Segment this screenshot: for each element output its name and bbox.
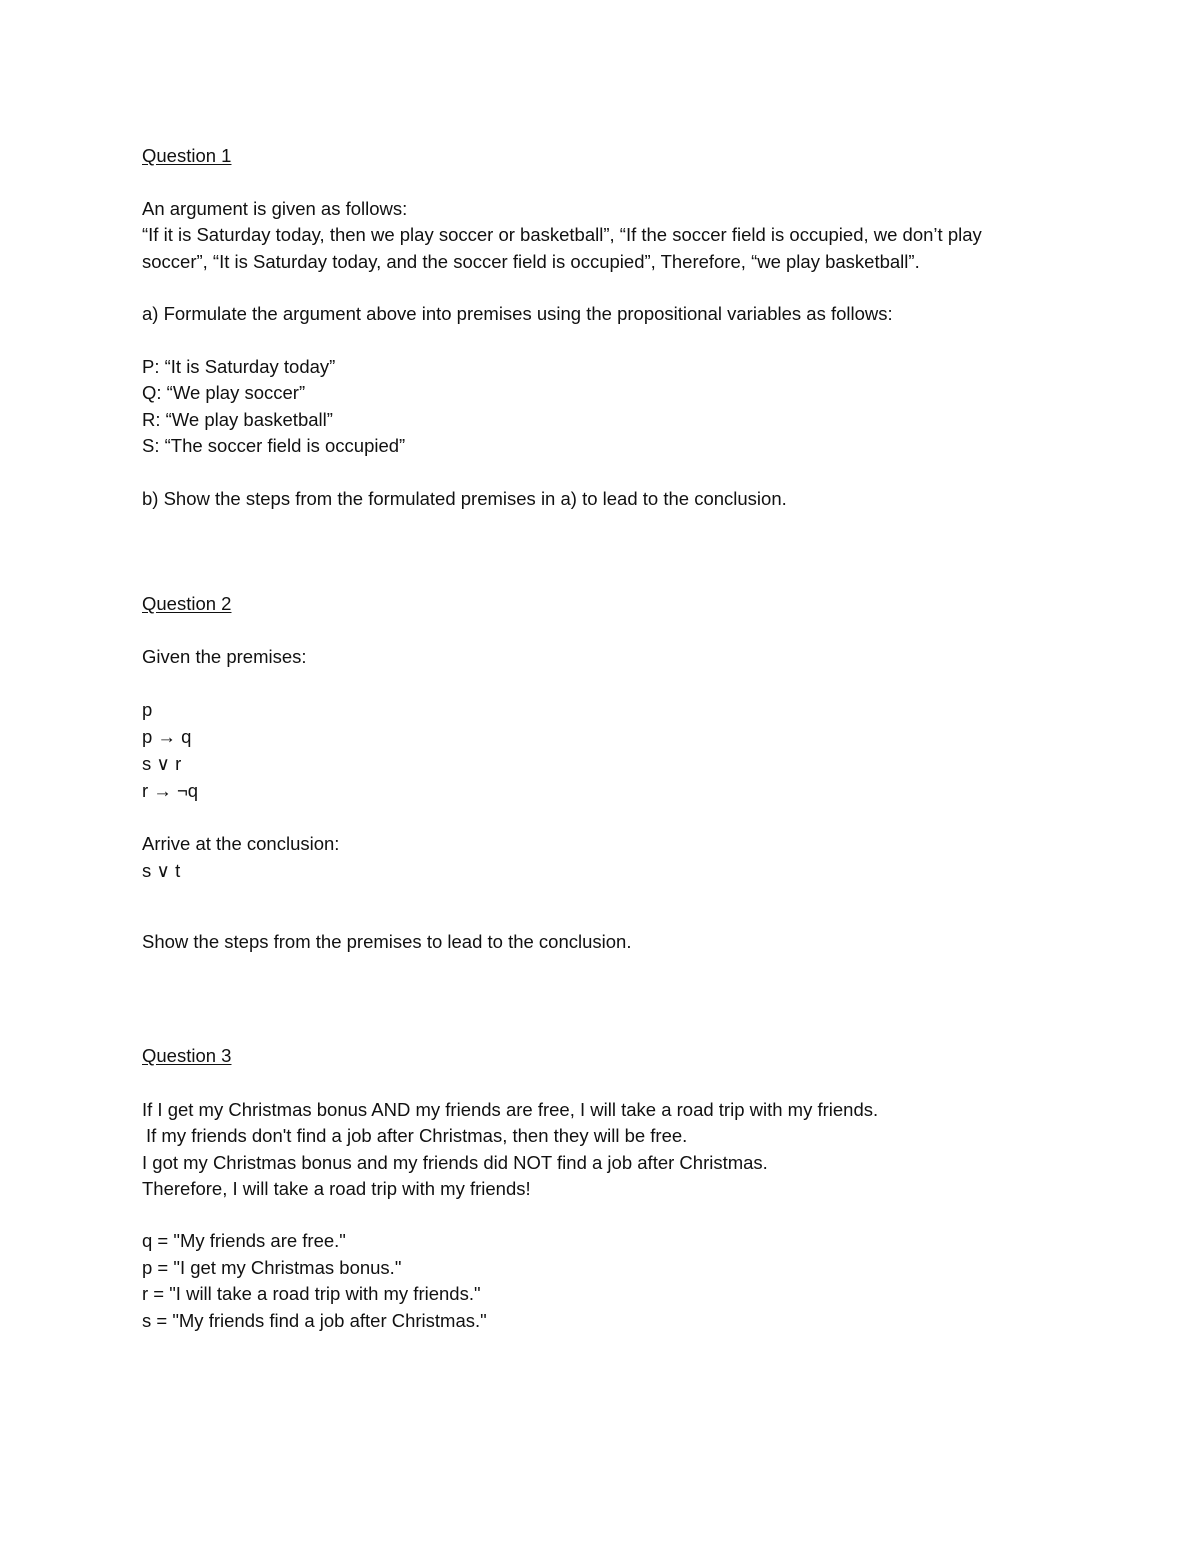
question-1-argument-line-1: “If it is Saturday today, then we play soccer or basketball”, “If the soccer field is occupied, we don’t play bbox=[142, 224, 982, 245]
variable-q: Q: “We play soccer” bbox=[142, 382, 306, 403]
statement-3: I got my Christmas bonus and my friends did NOT find a job after Christmas. bbox=[142, 1152, 768, 1173]
question-2-conclusion: s ∨ t bbox=[142, 860, 181, 881]
question-1-heading: Question 1 bbox=[142, 145, 232, 166]
definition-r: r = "I will take a road trip with my friends." bbox=[142, 1283, 481, 1304]
premise-1: p bbox=[142, 699, 153, 720]
premise-2: p → q bbox=[142, 726, 192, 747]
statement-2: If my friends don't find a job after Christmas, then they will be free. bbox=[146, 1125, 688, 1146]
question-2-instruction: Show the steps from the premises to lead to the conclusion. bbox=[142, 931, 632, 952]
definition-s: s = "My friends find a job after Christmas." bbox=[142, 1310, 487, 1331]
question-2-given: Given the premises: bbox=[142, 646, 307, 667]
variable-p: P: “It is Saturday today” bbox=[142, 356, 336, 377]
question-2-heading: Question 2 bbox=[142, 593, 232, 614]
definition-p: p = "I get my Christmas bonus." bbox=[142, 1257, 402, 1278]
statement-4: Therefore, I will take a road trip with my friends! bbox=[142, 1178, 531, 1199]
premise-3: s ∨ r bbox=[142, 753, 182, 774]
statement-1: If I get my Christmas bonus AND my friends are free, I will take a road trip with my friends. bbox=[142, 1099, 879, 1120]
variable-r: R: “We play basketball” bbox=[142, 409, 333, 430]
question-2-arrive: Arrive at the conclusion: bbox=[142, 833, 340, 854]
question-1-intro: An argument is given as follows: bbox=[142, 198, 408, 219]
variable-s: S: “The soccer field is occupied” bbox=[142, 435, 406, 456]
question-1-part-b: b) Show the steps from the formulated premises in a) to lead to the conclusion. bbox=[142, 488, 787, 509]
question-1-part-a: a) Formulate the argument above into premises using the propositional variables as follows: bbox=[142, 303, 893, 324]
premise-4: r → ¬q bbox=[142, 780, 199, 801]
question-3-heading: Question 3 bbox=[142, 1045, 232, 1066]
question-1-argument-line-2: soccer”, “It is Saturday today, and the soccer field is occupied”, Therefore, “we play basketball”. bbox=[142, 251, 920, 272]
definition-q: q = "My friends are free." bbox=[142, 1230, 346, 1251]
